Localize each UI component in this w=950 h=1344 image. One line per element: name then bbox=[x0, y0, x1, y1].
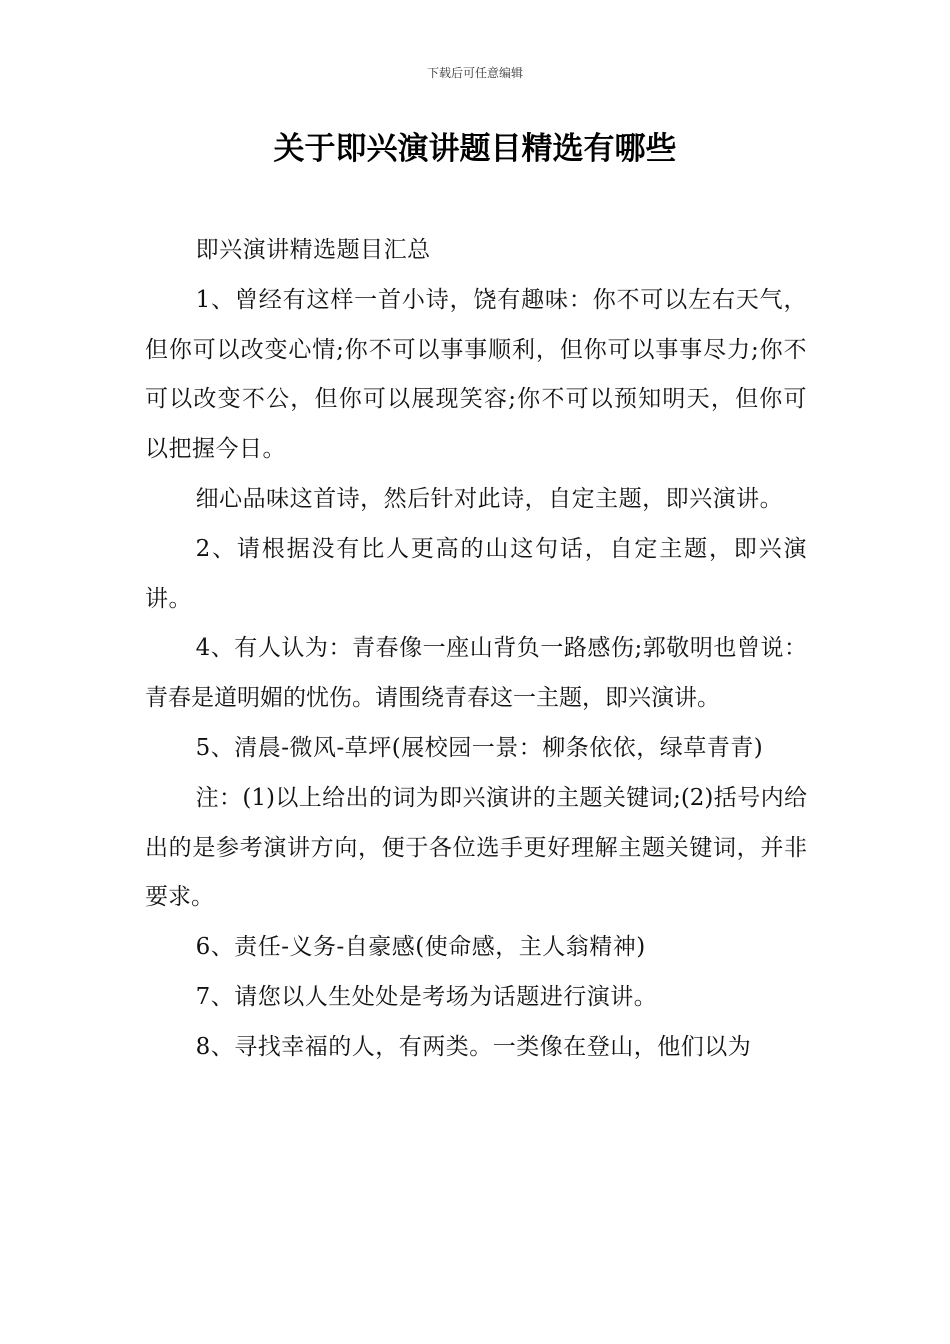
paragraph-item-4: 4、有人认为：青春像一座山背负一路感伤;郭敬明也曾说：青春是道明媚的忧伤。请围绕青春这一主题，即兴演讲。 bbox=[145, 635, 807, 712]
paragraph-item-1-instruction: 细心品味这首诗，然后针对此诗，自定主题，即兴演讲。 bbox=[195, 485, 784, 512]
document-body bbox=[145, 226, 807, 1073]
paragraph-note: 注：(1)以上给出的词为即兴演讲的主题关键词;(2)括号内给出的是参考演讲方向，便于各位选手更好理解主题关键词，并非要求。 bbox=[145, 784, 807, 911]
document-title: 关于即兴演讲题目精选有哪些 bbox=[273, 131, 677, 167]
paragraph-item-7: 7、请您以人生处处是考场为话题进行演讲。 bbox=[195, 983, 658, 1010]
paragraph-heading: 即兴演讲精选题目汇总 bbox=[195, 237, 431, 263]
paragraph-item-6: 6、责任-义务-自豪感(使命感，主人翁精神) bbox=[195, 934, 646, 961]
page-header-note: 下载后可任意编辑 bbox=[426, 66, 523, 80]
paragraph-item-8: 8、寻找幸福的人，有两类。一类像在登山，他们以为 bbox=[195, 1033, 752, 1060]
paragraph-item-1: 1、曾经有这样一首小诗，饶有趣味：你不可以左右天气，但你可以改变心情;你不可以事事顺利，但你可以事事尽力;你不可以改变不公，但你可以展现笑容;你不可以预知明天，但你可以把握今日。 bbox=[145, 286, 807, 463]
paragraph-item-2: 2、请根据没有比人更高的山这句话，自定主题，即兴演讲。 bbox=[145, 535, 807, 612]
paragraph-item-5: 5、清晨-微风-草坪(展校园一景：柳条依依，绿草青青) bbox=[195, 734, 764, 761]
